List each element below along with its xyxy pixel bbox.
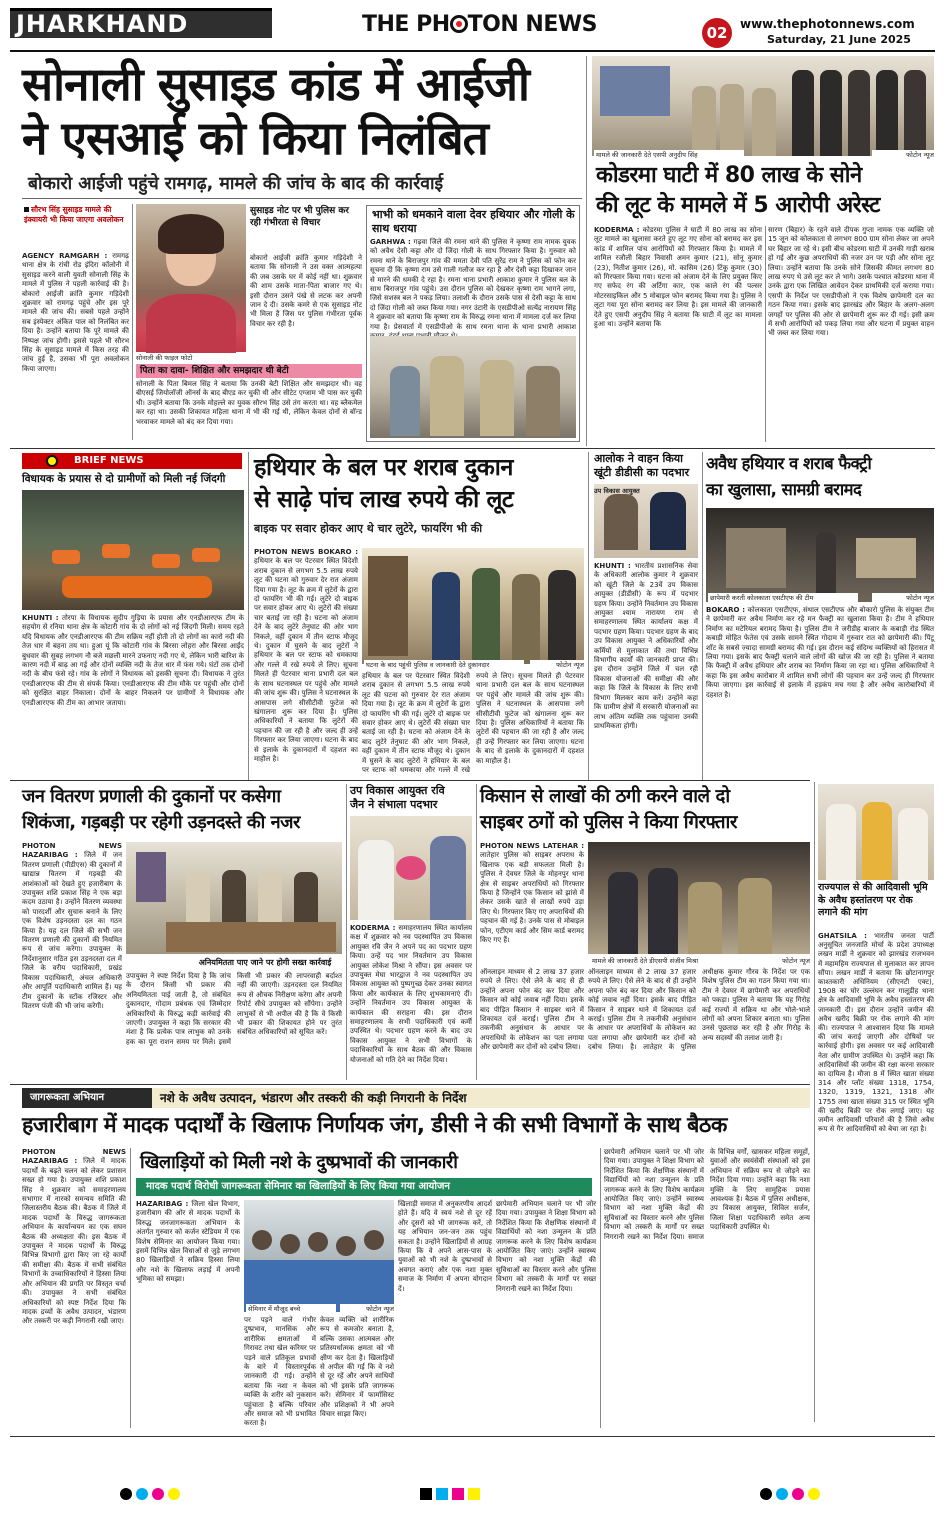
governor-photo [818,784,934,880]
pds-headline-1: जन वितरण प्रणाली की दुकानों पर कसेगा [22,786,281,807]
section-rule [10,1084,810,1085]
koderma-gold-body-1: KODERMA : कोडरमा पुलिस ने घाटी में 80 लाख का सोना लूट मामले का खुलासा करते हुए लूट गए सोना को बरामद कर इस कांड में शामिल पांच आरोपियों को गिरफ्तार किया है। मामले में शामिल रजौली बिहार निवासी अमन कुमार (21), सोनू कुमार (23), नितीश कुमार (26), मो. कासिम (26) टिंकू कुमार (30) को गिरफ्तार किया गया। घटना को अंजाम देने के लिए प्रयुक्त किए गए सफेद रंग की अर्टिगा कार, एक काले रंग की पल्सर मोटरसाइकिल और 5 मोबाइल फोन बरामद किया गया है। पुलिस ने लूटा गया पूरा सोना बरामद कर लिया है। इस मामले की जानकारी देते हुए एसपी अनुदीप सिंह ने बताया कि घाटी में लूट का मामला हुआ था। उन्होंने बताया कि [594,226,762,329]
masthead-left: THE PH [362,12,450,37]
section-rule [10,448,935,449]
color-swatch [792,1488,804,1500]
seminar-photo [244,1200,394,1312]
section-rule [10,780,810,781]
garhwa-body: GARHWA : गढ़वा जिले की रमना थाने की पुलिस ने कृष्णा राम नामक युवक को अवैध देसी कट्टा और दो जिंदा गोली के साथ गिरफ्तार किया है। गुरुवार को रमना थाने के बिराजपुर गांव की ममता देवी पति सुरेंद्र राम ने पुलिस को फोन कर सूचना दी कि कृष्णा राम उसे गाली गलौज कर रहा है और देसी कट्टा दिखाकर जान से मारने की धमकी दे रहा है। रमना थाना प्रभारी आकाश कुमार ने पुलिस बल के साथ बिराजपुर गांव पहुंचे। उस दौरान पुलिस को देखकर कृष्णा राम भागने लगा, जिसे सशस्त्र बल ने पकड़ लिया। तलाशी के दौरान उसके पास से देसी कट्टा के साथ दो जिंदा गोली को जब्त किया गया। नगर उंटारी के एसडीपीओ सत्येंद्र नारायण सिंह ने शुक्रवार को बताया कि कृष्णा राम के विरुद्ध रमना थाना में मामला दर्ज कर लिया गया है। प्रेसवार्ता में एसडीपीओ के साथ रमना थाना के थाना प्रभारी आकाश [370,238,577,331]
registration-marks-center [420,1488,520,1502]
governor-body: GHATSILA : भारतीय जनता पार्टी अनुसूचित जनजाति मोर्चा के प्रदेश उपाध्यक्ष लखन मार्डी ने शुक्रवार को झारखंड राजभवन में महामहिम राज्यपाल से मुलाकात कर ज्ञापन सौंपा। लखन मार्डी ने बताया कि छोटानागपुर काश्तकारी अधिनियम (सीएनटी एक्ट), 1908 का घोर उल्लंघन कर गालूडीह थाना क्षेत्र के आदिवासी भूमि के अवैध हस्तांतरण की जानकारी दी। इस दौरान उन्होंने जमीन की अवैध खरीद बिक्री पर रोक लगाने की मांग की। राज्यपाल ने आश्वासन दिया कि मामले की जांच कराई जाएगी और दोषियों पर कार्रवाई होगी। इस अवसर पर कई आदिवासी नेता और ग्रामीण उपस्थित थे। उन्होंने कहा कि आदिवासियों की जमीन की रक्षा करना सरकार का दायित्व है। मौजा 8 में स्थित खाता संख्या 314 और प्लॉट संख्या 1318, 1754, 1320, 1319, 1321, 1318 और 1755 तथा खाता संख्या 315 पर स्थित भूमि की खरीद बिक्री पर रोक लगाई जाए। यह जमीन आदिवासी परिवारों की है जिसे अवैध रूप से गैर आदिवासियों को बेचा जा रहा है। [818,932,934,1134]
lead-headline-line-1: सोनाली सुसाइड कांड में आईजी [22,57,529,111]
color-swatch [120,1488,132,1500]
website[interactable]: www.thephotonnews.com [740,17,915,31]
koderma-gold-body-2: सारण (बिहार) के रहने वाले दीपक गुप्ता नामक एक व्यक्ति जो 15 जून को कोलकाता से लगभग 800 ग्राम सोना लेकर जा अपने घर बिहार जा रहे थे। इसी बीच कोडरमा घाटी में उनकी गाड़ी खराब हो गई और कुछ अपराधियों की नजर उन पर पड़ी और सोना लूट लिया। उन्होंने बताया कि उनके सोने जिसकी कीमत लगभग 80 लाख रुपए थे उसे लूट कर ले भागे। उसके पश्चात कोडरमा थाना में उनके द्वारा एक लिखित आवेदन देकर प्राथमिकी दर्ज कराया गया। एसपी के निर्देश पर एसडीपीओ ने एक विशेष छापेमारी दल का गठन किया गया। इसके बाद झारखंड और बिहार के अलग-अलग जगहों पर पुलिस की ओर से छापेमारी शुरू कर दी गई। इसी क्रम में सभी आरोपियों को पकड़ लिया गया और घटना में प्रयुक्त वाहन भी जब्त कर लिया गया। [768,226,934,338]
robbery-headline-2: से साढ़े पांच लाख रुपये की लूट [254,485,514,513]
pds-photo [126,842,342,954]
robbery-body-cont: हथियार के बल पर पेटरवार स्थित विदेशी शराब दुकान से लगभग 5.5 लाख रुपये लूट की घटना को गुरुवार देर रात अंजाम दिया गया है। लूट के क्रम में लुटेरों के द्वारा दो फायरिंग भी की गई। लुटेरे दो बाइक पर सवार होकर आए थे। लुटेरों की संख्या चार बताई जा रही है। घटना को अंजाम देने के बाद लुटेरे तेनुघाट की ओर भाग निकले, वहीं दुकान में तीन स्टाफ मौजूद थे। दुकान में घुसने के बाद लुटेरों ने हथियार के बल पर स्टाफ को धमकाया और गल्ले में रखे रुपये ले लिए। सूचना मिलते ही पेटरवार थाना प्रभारी दल बल के साथ घटनास्थल पर पहुंचे और मामले की जांच शुरू की। पुलिस ने घटनास्थल के आसपास लगे सीसीटीवी फुटेज को खंगालना शुरू कर दिया है। पुलिस अधिकारियों ने बताया कि लुटेरों की पहचान की जा रही है और जल्द ही उन्हें गिरफ्तार कर लिया जाएगा। घटना के बाद से इलाके के दुकानदारों में दहशत का माहौल है। [362,672,584,775]
registration-marks-right [760,1488,860,1502]
color-swatch [468,1488,480,1500]
cyber-photo-credit: फोटोन न्यूज [752,956,810,966]
col-rule [765,226,766,442]
lead-bullet: सौरभ सिंह सुसाइड मामले की इंक्वायरी भी किया जाएगा अवलोकन [24,205,124,224]
lead-side-head: सुसाइड नोट पर भी पुलिस कर रही गंभीरता से विचार [250,206,349,228]
awareness-sub-body: HAZARIBAG : जिला खेल विभाग, हजारीबाग की ओर से मादक पदार्थों के विरुद्ध जनजागरूकता अभियान के अंतर्गत गुरुवार को कर्जन स्टेडियम में एक विशेष सेमिनार का आयोजन किया गया। इसमें विभिन्न खेल विधाओं से जुड़े लगभग 80 खिलाड़ियों ने सक्रिय हिस्सा लिया और नशे के खिलाफ लड़ाई में अपनी भूमिका को समझा। [136,1200,241,1284]
color-swatch [452,1488,464,1500]
brief-headline: विधायक के प्रयास से दो ग्रामीणों को मिली नई जिंदगी [22,473,226,485]
color-swatch [420,1488,432,1500]
color-swatch [152,1488,164,1500]
brief-body: KHUNTI : तोरपा के विधायक सुदीप गुड़िया के प्रयास और एनडीआरएफ टीम के सहयोग से रनिया थाना क्षेत्र के कोटारी गांव के दो लोगों को नई जिंदगी मिली। समय रहते यदि विधायक और एनडीआरएफ की टीम सक्रिय नहीं होती तो दो लोगों का कारो नदी की तेज धार में बहना तय था। हुआ यूं कि कोटारी गांव के बिरसा लोहरा और बिरसा आईंद बुधवार की सुबह लगभग नौ बजे मछली मारने उफनाए नदी गए थे, लेकिन भारी बारिश के कारण नदी में बाढ़ आ गई और दोनों व्यक्ति नदी के तेज धार में फंस गये। घंटों तक दोनों नदी के बीच फंसे रहे। गांव के लोगों ने विधायक को इसकी सूचना दी। विधायक ने तुरंत एनडीआरएफ की टीम से संपर्क किया। एनडीआरएफ की टीम मौके पर पहुंची और दोनों को सुरक्षित बाहर निकाला। दोनों के बाहर निकलने पर ग्रामीणों ने विधायक और एनडीआरएफ की टीम का आभार जताया। [22,614,244,707]
garhwa-headline: भाभी को धमकाने वाला देवर हथियार और गोली के साथ धराया [372,208,575,235]
col-rule [132,204,133,440]
awareness-headline: हजारीबाग में मादक पदार्थों के खिलाफ निर्णायक जंग, डीसी ने की सभी विभागों के साथ बैठक [22,1113,727,1138]
lead-subhead-rule [22,198,582,199]
brief-news-icon [46,455,58,467]
koderma-ddc-headline-1: उप विकास आयुक्त रवि [350,784,445,797]
khunti-ddc-photo-caption: उप विकास आयुक्त [594,487,640,495]
factory-headline-2: का खुलासा, सामग्री बरामद [706,480,862,499]
robbery-photo [362,548,584,664]
koderma-ddc-body: KODERMA : समाहरणालय स्थित कार्यालय कक्ष में शुक्रवार को नव पदस्थापित उप विकास आयुक्त रवि जैन ने अपने पद का पदभार ग्रहण किया। उन्हें पद भार निवर्तमान उप विकास आयुक्त लोकेश मिश्रा ने सौंपा। इस अवसर पर उपायुक्त मेघा भारद्वाज ने नव पदस्थापित उप विकास आयुक्त को पुष्पगुच्छ देकर उनका स्वागत किया और कार्यकाल के लिए शुभकामनाएं दीं। उन्होंने निवर्तमान उप विकास आयुक्त के कार्यकाल की सराहना की। इस दौरान समाहरणालय के सभी पदाधिकारी एवं कर्मी उपस्थित थे। पदभार ग्रहण करने के बाद उप विकास आयुक्त ने सभी विभागों के पदाधिकारियों के साथ बैठक की और विकास योजनाओं को गति देने का निर्देश दिया। [350,924,473,1064]
lead-headline-line-2: ने एसआई को किया निलंबित [22,111,488,165]
koderma-gold-credit: फोटोन न्यूज [872,150,934,160]
factory-photo [706,508,934,602]
footer-rule [10,1436,935,1437]
koderma-gold-headline-1: कोडरमा घाटी में 80 लाख के सोने [596,163,862,188]
governor-headline: राज्यपाल से की आदिवासी भूमि के अवैध हस्तांतरण पर रोक लगाने की मांग [818,882,928,918]
robbery-photo-caption: घटना के बाद पहुंची पुलिस व जानकारी देते दुकानदार [364,660,524,670]
lead-body-text: रामगढ़ थाना क्षेत्र के रांची रोड इंदिरा कॉलोनी में सुसाइड करने वाली युवती सोनाली सिंह के मामले में पुलिस ने पहली कार्रवाई की है। बोकारो आईजी क्रांति कुमार गड़िदेशी शुक्रवार को रामगढ़ पहुंचे और इस पूरे मामले की जांच की। सबसे पहले उन्होंने सब इंस्पेक्टर अंकित पाल को निलंबित कर दिया है। उन्होंने बताया कि पूरे मामले की निष्पक्ष जांच होगी। इससे पहले भी सौरभ सिंह के सुसाइड मामले में किस तरह की जांच हुई है, उसका भी पूरा अवलोकन किया जाएगा। [22,252,129,373]
cyber-photo [588,842,810,954]
lead-side-body: बोकारो आईजी क्रांति कुमार गड़िदेशी ने बताया कि सोनाली ने उस वक्त आत्महत्या की जब उसके घर में कोई नहीं था। शुक्रवार की शाम उसके माता-पिता बाजार गए थे। इसी दौरान उसने पंखे से लटक कर अपनी जान दे दी। उसके कमरे से एक सुसाइड नोट भी मिला है जिस पर पुलिस गंभीरता पूर्वक विचार कर रही है। [250,254,362,328]
col-rule [588,452,589,780]
color-swatch [808,1488,820,1500]
col-rule [600,1148,601,1428]
cyber-body-3: ऑनलाइन माध्यम से 2 लाख 37 हजार रुपये ले लिए। ऐसे लेने के बाद से ही उन्होंने अपना फोन बंद कर दिया और किसान को कोई जवाब नहीं दिया। इसके बाद पीड़ित किसान ने साइबर थाने में शिकायत दर्ज कराई। पुलिस टीम ने तकनीकी अनुसंधान के आधार पर अपराधियों के लोकेशन का पता लगाया और छापेमारी कर दोनों को दबोच लिया। है। लातेहार के पुलिस अधीक्षक कुमार गौरव के निर्देश पर एक विशेष पुलिस टीम का गठन किया गया था। टीम ने देवघर में छापेमारी कर अपराधियों को पकड़ा। पुलिस ने बताया कि यह गिरोह कई राज्यों में सक्रिय था और भोले-भाले लोगों को अपना शिकार बनाता था। पुलिस उनसे पूछताछ कर रही है और गिरोह के अन्य सदस्यों की तलाश जारी है। [588,968,810,1052]
registration-marks-left [120,1488,220,1502]
awareness-body-1: PHOTON NEWS HAZARIBAG : जिले में मादक पदार्थों के बढ़ते चलन को लेकर प्रशासन सख्त हो गया है। उपायुक्त शशि प्रकाश सिंह ने शुक्रवार को समाहरणालय सभागार में नारको समन्वय समिति की जिलास्तरीय बैठक की। बैठक में जिले में मादक पदार्थों के विरुद्ध जागरूकता अभियान के कार्यान्वयन का एक सघन बैठक की अध्यक्षता की। इस बैठक में उपायुक्त ने मादक पदार्थों के विरुद्ध विभिन्न विभागों द्वारा किए जा रहे कार्यों की समीक्षा की। बैठक में सभी संबंधित विभागों के उच्चाधिकारियों ने हिस्सा लिया और अभियान की प्रगति पर विस्तृत चर्चा की। उपायुक्त ने सभी संबंधित अधिकारियों को स्पष्ट निर्देश दिया कि मादक द्रव्यों के अवैध उत्पादन, भंडारण और तस्करी पर कड़ी निगरानी रखी जाए। [22,1148,126,1326]
col-rule [586,56,587,446]
color-swatch [436,1488,448,1500]
issue-date: Saturday, 21 June 2025 [767,33,911,46]
color-swatch [760,1488,772,1500]
pds-body-2: उपायुक्त ने स्पष्ट निर्देश दिया है कि जांच के दौरान किसी भी प्रकार की अनियमितता पाई जाती है, तो संबंधित दुकानदार, गोदाम प्रबंधक एवं जिम्मेदार अधिकारियों के विरुद्ध कड़ी कार्रवाई की जाएगी। उपायुक्त ने कहा कि सरकार की मंशा है कि प्रत्येक पात्र लाभुक को उनके हक का पूरा राशन समय पर मिले। इसमें किसी भी प्रकार की लापरवाही बर्दाश्त नहीं की जाएगी। उड़नदस्ता दल नियमित रूप से औचक निरीक्षण करेगा और अपनी रिपोर्ट सीधे उपायुक्त को सौंपेगा। उन्होंने लाभुकों से भी अपील की है कि वे किसी भी प्रकार की शिकायत होने पर तुरंत संबंधित अधिकारियों को सूचित करें। [126,972,342,1046]
factory-photo-credit: फोटोन न्यूज [872,593,934,603]
lead-body [22,252,129,442]
robbery-body: PHOTON NEWS BOKARO : हथियार के बल पर पेटरवार स्थित विदेशी शराब दुकान से लगभग 5.5 लाख रुपये लूट की घटना को गुरुवार देर रात अंजाम दिया गया है। लूट के क्रम में लुटेरों के द्वारा दो फायरिंग भी की गई। लुटेरे दो बाइक पर सवार होकर आए थे। लुटेरों की संख्या चार बताई जा रही है। घटना को अंजाम देने के बाद लुटेरे तेनुघाट की ओर भाग निकले, वहीं दुकान में तीन स्टाफ मौजूद थे। दुकान में घुसने के बाद लुटेरों ने हथियार के बल पर स्टाफ को धमकाया और गल्ले में रखे रुपये ले लिए। सूचना मिलते ही पेटरवार थाना प्रभारी दल बल के साथ घटनास्थल पर पहुंचे और मामले की जांच शुरू की। पुलिस ने घटनास्थल के आसपास लगे सीसीटीवी फुटेज को खंगालना शुरू कर दिया है। पुलिस अधिकारियों ने बताया कि लुटेरों की पहचान की जा रही है और जल्द ही उन्हें गिरफ्तार कर लिया जाएगा। घटना के बाद से इलाके के दुकानदारों में दहशत का माहौल है। [254,548,358,763]
bullet-icon [24,207,29,212]
brief-photo [22,490,244,610]
color-swatch [168,1488,180,1500]
lead-subhead: बोकारो आईजी पहुंचे रामगढ़, मामले की जांच के बाद की कार्रवाई [28,174,444,194]
robbery-subhead: बाइक पर सवार होकर आए थे चार लुटेरे, फायरिंग भी की [254,522,483,535]
masthead-right: TON NEWS [467,12,597,37]
awareness-sub-head: खिलाड़ियों को मिली नशे के दुष्प्रभावों की जानकारी [140,1152,458,1173]
awareness-sub-strap: मादक पदार्थ विरोधी जागरूकता सेमिनार का खिलाड़ियों के लिए किया गया आयोजन [136,1178,592,1196]
khunti-ddc-body: KHUNTI : भारतीय प्रशासनिक सेवा के अधिकारी आलोक कुमार ने शुक्रवार को खूंटी जिले के 23वें उप विकास आयुक्त (डीडीसी) के रूप में पदभार ग्रहण किया। उन्होंने निवर्तमान उप विकास आयुक्त श्याम नारायण राम से समाहरणालय स्थित कार्यालय कक्ष में पदभार ग्रहण किया। पदभार ग्रहण के बाद उप विकास आयुक्त ने अधिकारियों और कर्मियों से मुलाकात की तथा विभिन्न विभागीय कार्यों की जानकारी प्राप्त की। इस दौरान उन्होंने जिले में चल रही विकास योजनाओं की समीक्षा की और कहा कि जिले के विकास के लिए सभी विभाग मिलकर काम करें। उन्होंने कहा कि ग्रामीण क्षेत्रों में सरकारी योजनाओं का लाभ अंतिम व्यक्ति तक पहुंचाना उनकी प्राथमिकता होगी। [594,562,699,730]
awareness-strap: नशे के अवैध उत्पादन, भंडारण और तस्करी की कड़ी निगरानी के निर्देश [160,1091,467,1105]
col-rule [702,452,703,780]
robbery-photo-credit: फोटोन न्यूज [530,660,584,670]
awareness-col-c: खिलाड़ी समाज में अनुकरणीय आदर्श होते हैं। यदि वे स्वयं नशे से दूर रहें और दूसरों को भी जागरूक करें, तो यह अभियान जन-जन तक पहुंच सकता है। उन्होंने खिलाड़ियों से आग्रह किया कि वे अपने आस-पास के युवाओं को भी नशे के दुष्प्रभावों से अवगत कराएं और एक नशा मुक्त समाज के निर्माण में अपना योगदान दें। [398,1200,492,1293]
col-rule [814,782,815,1422]
robbery-headline-1: हथियार के बल पर शराब दुकान [254,453,513,481]
khunti-ddc-headline-2: खूंटी डीडीसी का पदभार [594,466,690,479]
koderma-gold-headline-2: की लूट के मामले में 5 आरोपी अरेस्ट [596,193,880,218]
koderma-ddc-headline-2: जैन ने संभाला पदभार [350,798,438,811]
cyber-photo-caption: मामले की जानकारी देते डीएसपी संजीव मिश्रा [590,956,750,966]
color-swatch [776,1488,788,1500]
koderma-gold-caption: मामले की जानकारी देते एसपी अनुदीप सिंह [594,150,744,160]
awareness-col-a: पर पड़ने वाले गंभीर दुष्प्रभाव, मानसिक और शारीरिक क्षमताओं में गिरावट तथा खेल करियर पर पड़ने वाले प्रतिकूल प्रभावों के बारे में विस्तारपूर्वक जानकारी दी गई। उन्होंने बताया कि नशा न केवल व्यक्ति के शरीर को नुकसान पहुंचाता है बल्कि परिवार और समाज को भी प्रभावित करता है। [244,1316,316,1428]
khunti-ddc-headline-1: आलोक ने वाहन किया [594,452,684,465]
brief-news-label: BRIEF NEWS [22,453,242,469]
cyber-body-2: ऑनलाइन माध्यम से 2 लाख 37 हजार रुपये ले लिए। ऐसे लेने के बाद से ही उन्होंने अपना फोन बंद कर दिया और किसान को कोई जवाब नहीं दिया। इसके बाद पीड़ित किसान ने साइबर थाने में शिकायत दर्ज कराई। पुलिस टीम ने तकनीकी अनुसंधान के आधार पर अपराधियों के लोकेशन का पता लगाया और छापेमारी कर दोनों को दबोच लिया। [480,968,584,1052]
lead-box-head: पिता का दावा- शिक्षित और समझदार थी बेटी [136,364,362,378]
col-rule [248,452,249,780]
masthead-o-icon [450,15,468,33]
seminar-photo-caption: सेमिनार में मौजूद बच्चे [246,1304,336,1314]
awareness-col-e: छापेमारी अभियान चलाने पर भी जोर दिया गया। उपायुक्त ने शिक्षा विभाग को निर्देशित किया कि शैक्षणिक संस्थानों में विद्यार्थियों को नशा उन्मूलन के प्रति जागरूक करने के लिए विशेष कार्यक्रम आयोजित किए जाएं। उन्होंने स्वास्थ्य विभाग को नशा मुक्ति केंद्रों की सुविधाओं का विस्तार करने और पुलिस विभाग को तस्करी के मार्गों पर सख्त निगरानी रखने का निर्देश दिया। समाज के विभिन्न वर्गों, खासकर महिला समूहों, युवाओं और स्वयंसेवी संस्थाओं को इस अभियान में सक्रिय रूप से जोड़ने का निर्देश दिया गया। उन्होंने कहा कि नशा मुक्ति के लिए सामूहिक प्रयास आवश्यक है। बैठक में पुलिस अधीक्षक, उप विकास आयुक्त, सिविल सर्जन, जिला शिक्षा पदाधिकारी समेत अन्य पदाधिकारी उपस्थित थे। [604,1148,810,1241]
cyber-headline-2: साइबर ठगों को पुलिस ने किया गिरफ्तार [480,812,737,833]
awareness-col-d: छापेमारी अभियान चलाने पर भी जोर दिया गया। उपायुक्त ने शिक्षा विभाग को निर्देशित किया कि शैक्षणिक संस्थानों में विद्यार्थियों को नशा उन्मूलन के प्रति जागरूक करने के लिए विशेष कार्यक्रम आयोजित किए जाएं। उन्होंने स्वास्थ्य विभाग को नशा मुक्ति केंद्रों की सुविधाओं का विस्तार करने और पुलिस विभाग को तस्करी के मार्गों पर सख्त निगरानी रखने का निर्देश दिया। [496,1200,596,1293]
sonali-photo-caption: सोनाली की फाइल फोटो [136,353,246,363]
lead-box-body: सोनाली के पिता बिमल सिंह ने बताया कि उनकी बेटी शिक्षित और समझदार थी। वह बीएसई जियोलॉजी ऑनर्स के बाद बीएड कर चुकी थी और सीटेट एग्जाम भी पास कर चुकी थी। उन्होंने बताया कि उनके मोहल्ले का युवक सौरभ सिंह उसे तंग करता था। वह ब्लैकमेल कर रहा था। उसकी शिकायत महिला थाना में भी की गई थी, लेकिन केवल दोनों से बॉन्ड भरवाकर मामले को बंद कर दिया गया। [136,380,362,426]
awareness-tag: जागरूकता अभियान [22,1088,152,1108]
koderma-gold-photo [592,56,934,156]
koderma-ddc-photo [350,816,472,920]
col-rule [476,784,477,1080]
pds-photo-caption: अनियमितता पाए जाने पर होगी सख्त कार्रवाई [190,957,340,969]
cyber-headline-1: किसान से लाखों की ठगी करने वाले दो [480,786,730,807]
awareness-col-b: केवल व्यक्ति को शारीरिक रूप से कमजोर बनाता है, बल्कि उसका आत्मबल और प्रतिस्पर्धात्मक क्षमता को भी क्षीण कर देता है। खिलाड़ियों से अपील की गई कि वे नशे से दूर रहें और अपने साथियों को भी इसके प्रति जागरूक करें। सेमिनार में फार्मासिस्ट और प्रशिक्षकों ने भी अपने विचार साझा किए। [320,1316,394,1419]
sonali-photo [136,204,246,352]
section-title: JHARKHAND [16,10,189,38]
col-rule [346,784,347,1080]
pds-headline-2: शिकंजा, गड़बड़ी पर रहेगी उड़नदस्ते की नजर [22,812,300,833]
masthead [362,12,612,42]
factory-body: BOKARO : कोलकाता एसटीएफ, संथाल एसटीएफ और बोकारो पुलिस के संयुक्त टीम ने छापेमारी कर अवैध निर्माण कर रहे मन फैक्ट्री का खुलासा किया है। टीम ने हथियार निर्माण का मटेरियल बरामद किया है। पुलिस टीम ने जरीडीह बाजार के कबाड़ी रोड स्थित कबाड़ी मोहित फेतेस एवं उसके सामने स्थित गोदाम में गुरुवार रात को छापेमारी की। पिंटू शॉट के सबसे ज्यादा सामग्री बरामद की गई। इस दौरान कई संदिग्ध व्यक्तियों को हिरासत में लिया गया। इसके बाद फैक्ट्री चलाने वाले लोगों की खोज की जा रही है। पुलिस ने बताया कि फैक्ट्री में अवैध हथियार और शराब का निर्माण किया जा रहा था। पुलिस अधिकारियों ने कहा कि इस अवैध कारोबार में शामिल सभी लोगों की पहचान कर उन्हें जल्द ही गिरफ्तार किया जाएगा। इस कार्रवाई से इलाके में हड़कंप मच गया है और अवैध कारोबारियों में दहशत है। [706,606,934,699]
lead-dateline: AGENCY RAMGARH : [22,252,108,260]
header-rule [10,50,935,52]
pds-body: PHOTON NEWS HAZARIBAG : जिले में जन वितरण प्रणाली (पीडीएस) की दुकानों में खाद्यान्न वितरण में गड़बड़ी की आशंकाओं को देखते हुए हजारीबाग के उपायुक्त शशि प्रकाश सिंह ने एक बड़ा कदम उठाया है। उन्होंने वितरण व्यवस्था को पारदर्शी और सुचारु बनाने के लिए एक विशेष उड़नदस्ता दल का गठन किया है। यह दल जिले की सभी जन वितरण प्रणाली की दुकानों की नियमित रूप से जांच करेगा। उपायुक्त के निर्देशानुसार गठित इस उड़नदस्ता दल में जिले के वरीय पदाधिकारी, प्रखंड विकास पदाधिकारी, अंचल अधिकारी और आपूर्ति पदाधिकारी शामिल हैं। यह टीम दुकानों के स्टॉक रजिस्टर और वितरण पंजी की भी जांच करेगी। [22,842,123,1010]
factory-photo-caption: छापेमारी करती कोलकाता एसटीएफ की टीम [708,593,858,603]
seminar-photo-credit: फोटोन न्यूज [340,1304,394,1314]
garhwa-photo [370,336,576,438]
factory-headline-1: अवैध हथियार व शराब फैक्ट्री [706,454,872,473]
col-rule [130,1148,131,1428]
cyber-body-1: PHOTON NEWS LATEHAR : लातेहार पुलिस को साइबर अपराध के खिलाफ एक बड़ी सफलता मिली है। पुलिस ने देवघर जिले के मोहनपुर थाना क्षेत्र से साइबर अपराधियों को गिरफ्तार किया है जिन्होंने एक किसान को झांसे में लेकर उसके खाते से लाखों रुपये उड़ा लिए थे। गिरफ्तार किए गए अपराधियों की पहचान की गई है। उनके पास से मोबाइल फोन, एटीएम कार्ड और सिम कार्ड बरामद किए गए हैं। [480,842,585,945]
page-number: 02 [706,24,728,42]
color-swatch [136,1488,148,1500]
